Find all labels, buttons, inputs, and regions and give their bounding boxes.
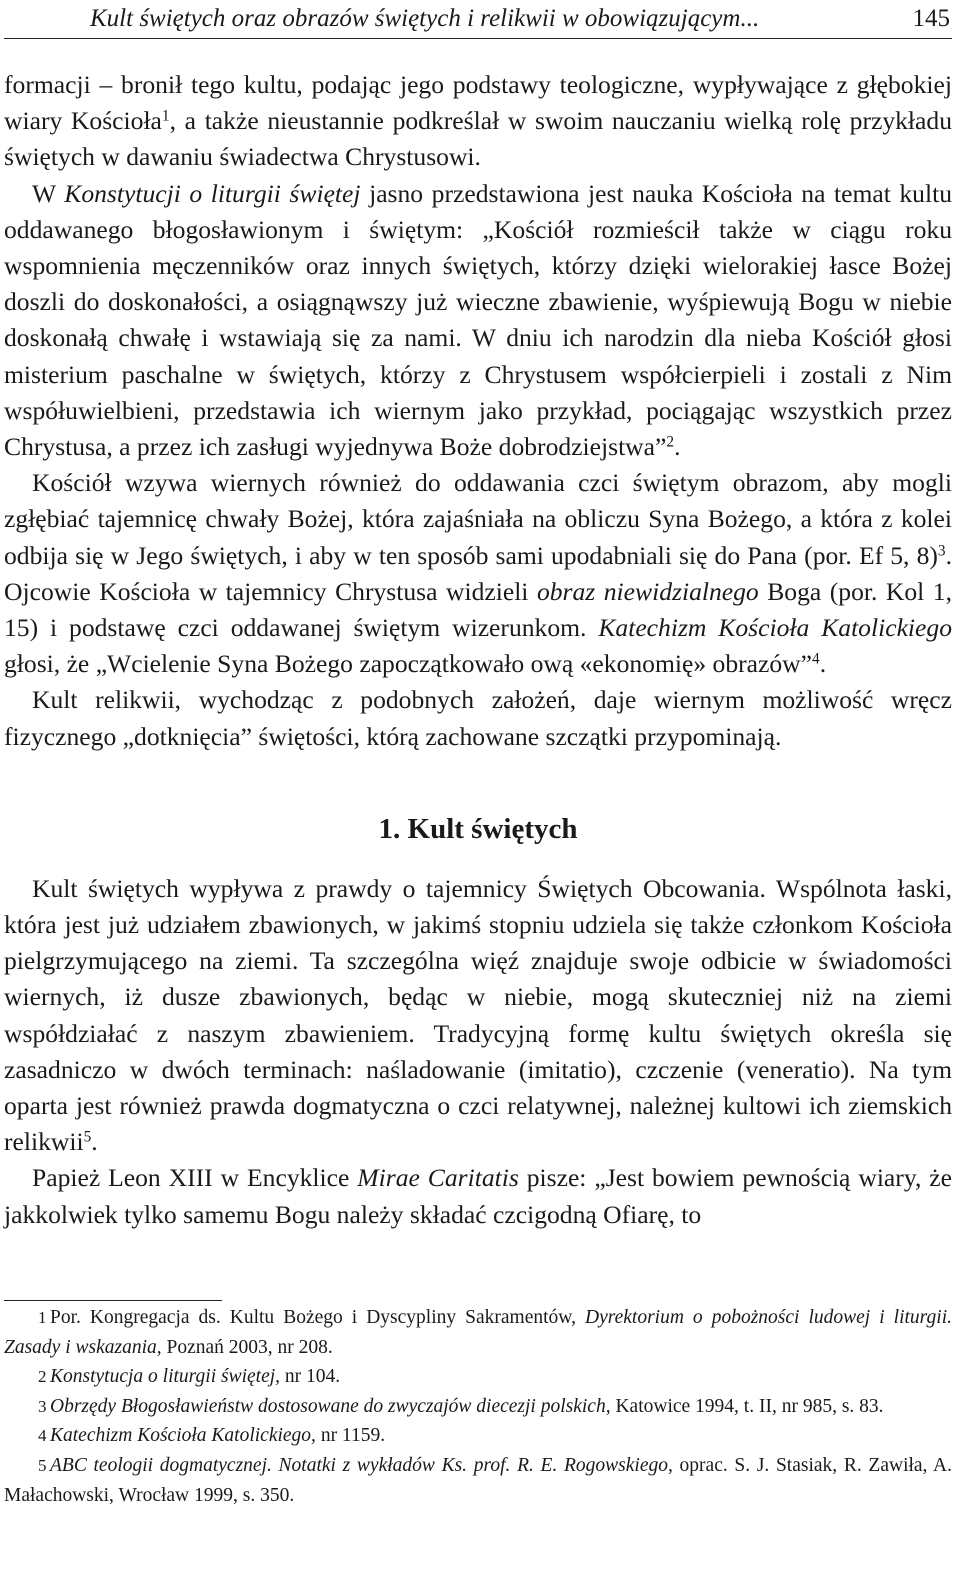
footnote-reference: 4 [812,650,820,668]
text-run: Poznań 2003, nr 208. [161,1336,333,1358]
body-text [4,67,952,1233]
footnote-number: 5 [38,1455,47,1475]
paragraph [4,465,952,682]
running-header [4,0,952,39]
italic-text: Dyrektorium o pobożności ludowej i liturgii. Zasady i wskazania, [4,1307,952,1358]
footnote [4,1362,952,1392]
page-number: 145 [912,5,950,32]
footnote-number: 4 [38,1426,47,1446]
footnote-reference: 5 [83,1128,92,1146]
paragraph [4,67,952,176]
footnote-reference: 1 [161,107,170,125]
text-run: jasno przedstawiona jest nauka Kościoła na temat kultu oddawanego błogosławionym i świętym: „Kościół rozmieścił także w ciągu roku wspomnienia męczenników oraz innych świętych, którzy dzięki wielorakiej łasce Bożej doszli do doskonałości, a osiągnąwszy już wieczne zbawienie, wyśpiewują Bogu w niebie doskonałą chwałę i wstawiają się za nami. W dniu ich narodzin dla nieba Kościół głosi misterium paschalne w świętych, którzy z Chrystusem współcierpieli i zostali z Nim współuwielbieni, przedstawia ich wiernym jako przykład, pociągając wszystkich przez Chrystusa, a przez ich zasługi wyjednywa Boże dobrodziejstwa” [4,178,953,462]
text-run: głosi, że „Wcielenie Syna Bożego zapoczątkowało ową «ekonomię» obrazów” [4,649,813,679]
paragraphs-after-section [4,871,952,1233]
footnote [4,1421,952,1451]
footnote-number: 3 [38,1396,47,1416]
italic-text: Obrzędy Błogosławieństw dostosowane do zwyczajów diecezji polskich, [50,1395,611,1417]
footnote-number: 2 [38,1367,47,1387]
text-run: Katowice 1994, t. II, nr 985, s. 83. [610,1395,884,1417]
footnote-reference: 3 [937,542,946,560]
text-run: Kościół wzywa wiernych również do oddawania czci świętym obrazom, aby mogli zgłębiać tajemnicę chwały Bożej, która zajaśniała na obliczu Syna Bożego, a która z kolei odbija się w Jego świętych, i aby w ten sposób sami upodabniali się do Pana (por. Ef 5, 8) [4,468,952,570]
footnote [4,1303,952,1362]
footnote [4,1451,952,1510]
paragraph [4,176,952,466]
text-run: Boga (por. Kol 1, 15) i podstawę czci oddawanej świętym wizerunkom. [4,576,952,643]
text-run: Por. Kongregacja ds. Kultu Bożego i Dyscypliny Sakramentów, [50,1307,585,1328]
italic-text: ABC teologii dogmatycznej. Notatki z wykładów Ks. prof. R. E. Rogowskiego, [50,1454,673,1476]
text-run: nr 1159. [315,1425,386,1447]
italic-text: obraz niewidzialnego [536,576,759,606]
section-heading: 1. Kult świętych [378,812,578,845]
text-run: Papież Leon XIII w Encyklice [32,1163,358,1193]
paragraphs-before-section [4,67,952,755]
text-run: . [91,1127,98,1157]
footnote-rule [4,1300,222,1301]
text-run: nr 104. [280,1366,341,1388]
text-run: formacji – bronił tego kultu, podając jego podstawy teologiczne, wypływające z głębokiej wiary Kościoła [4,70,952,136]
italic-text: Konstytucji o liturgii świętej [64,178,361,208]
italic-text: Konstytucja o liturgii świętej, [50,1366,281,1388]
text-run: . [674,432,681,462]
footnotes [4,1303,952,1510]
footnote [4,1392,952,1422]
footnote-reference: 2 [666,433,675,451]
text-run: . Ojcowie Kościoła w tajemnicy Chrystusa widzieli [4,540,952,606]
text-run: Kult świętych wypływa z prawdy o tajemnicy Świętych Obcowania. Wspólnota łaski, która jest już udziałem zbawionych, w jakimś stopniu udziela się także członkom Kościoła pielgrzymującego na ziemi. Ta szczególna więź znajduje swoje odbicie w świadomości wiernych, iż dusze zbawionych, będąc w niebie, mogą skuteczniej niż na ziemi współdziałać z naszym zbawieniem. Tradycyjną formę kultu świętych określa się zasadniczo w dwóch terminach: naśladowanie (imitatio), czczenie (veneratio). Na tym oparta jest również prawda dogmatyczna o czci relatywnej, należnej kultowi ich ziemskich relikwii [4,873,952,1157]
text-run: , a także nieustannie podkreślał w swoim nauczaniu wielką rolę przykładu świętych w dawaniu świadectwa Chrystusowi. [4,106,952,172]
text-run: W [32,178,65,208]
paragraph [4,682,952,754]
footnote-number: 1 [38,1308,47,1327]
italic-text: Katechizm Kościoła Katolickiego, [50,1425,316,1447]
paragraph [4,1160,952,1232]
running-title: Kult świętych oraz obrazów świętych i relikwii w obowiązującym... [90,5,760,32]
text-run: . [819,649,827,679]
text-run: pisze: „Jest bowiem pewnością wiary, że jakkolwiek tylko samemu Bogu należy składać czcigodną Ofiarę, to [4,1163,952,1229]
text-run: Kult relikwii, wychodząc z podobnych założeń, daje wiernym możliwość wręcz fizycznego „dotknięcia” świętości, którą zachowane szczątki przypominają. [4,685,952,751]
paragraph [4,871,952,1161]
italic-text: Mirae Caritatis [357,1163,519,1193]
text-run: oprac. S. J. Stasiak, R. Zawiła, A. Małachowski, Wrocław 1999, s. 350. [4,1454,952,1506]
italic-text: Katechizm Kościoła Katolickiego [598,613,952,643]
